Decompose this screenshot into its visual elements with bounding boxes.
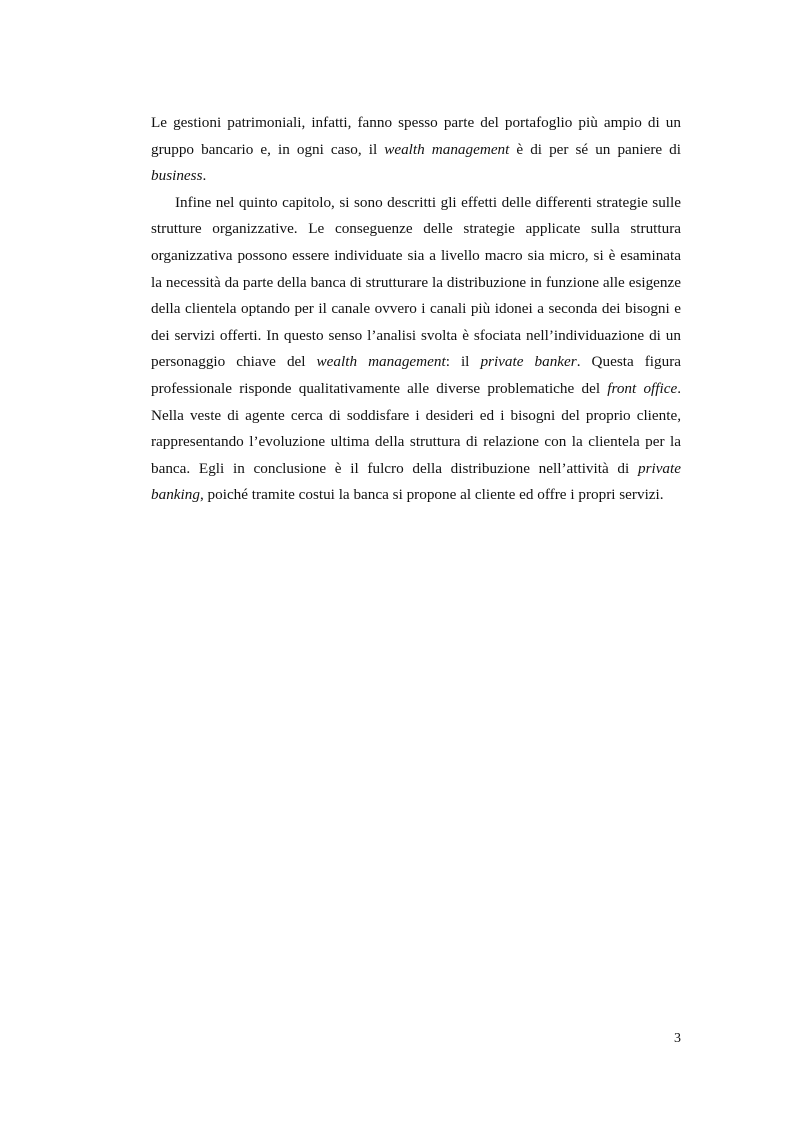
paragraph-2 xyxy=(151,190,681,509)
text-run: Infine nel quinto capitolo, si sono descritti gli effetti delle differenti strategie sulle strutture organizzative. Le conseguenze delle strategie applicate sulla struttura organizzativa possono essere individuate sia a livello macro sia micro, si è esaminata la necessità da parte della banca di strutturare la distribuzione in funzione alle esigenze della clientela optando per il canale ovvero i canali più idonei a seconda dei bisogni e dei servizi offerti. In questo senso l’analisi svolta è sfociata nell’individuazione di un personaggio chiave del xyxy=(151,193,681,371)
text-run: : il xyxy=(445,353,481,371)
text-run-italic: wealth management xyxy=(316,353,446,371)
text-run: Le gestioni patrimoniali, infatti, fanno spesso parte del portafoglio più ampio di un gruppo bancario e, in ogni caso, il xyxy=(151,114,681,158)
text-run: , poiché tramite costui la banca si propone al cliente ed offre i propri servizi. xyxy=(199,486,664,504)
text-run: . xyxy=(202,167,207,185)
text-run: . Nella veste di agente cerca di soddisfare i desideri ed i bisogni del proprio cliente, rappresentando l’evoluzione ultima della struttura di relazione con la clientela per la banca. Egli in conclusione è il fulcro della distribuzione nell’attività di xyxy=(151,379,681,477)
text-run-italic: wealth management xyxy=(384,140,510,158)
body-text xyxy=(151,110,681,509)
text-run-italic: business xyxy=(151,167,203,185)
text-run: è di per sé un paniere di xyxy=(509,140,681,158)
text-run-italic: private banker xyxy=(480,353,577,371)
text-run-italic: private banking xyxy=(151,459,681,504)
page-number: 3 xyxy=(674,1031,681,1046)
paragraph-1 xyxy=(151,110,681,190)
text-run: . Questa figura professionale risponde qualitativamente alle diverse problematiche del xyxy=(151,353,682,397)
text-run-italic: front office xyxy=(607,379,678,397)
